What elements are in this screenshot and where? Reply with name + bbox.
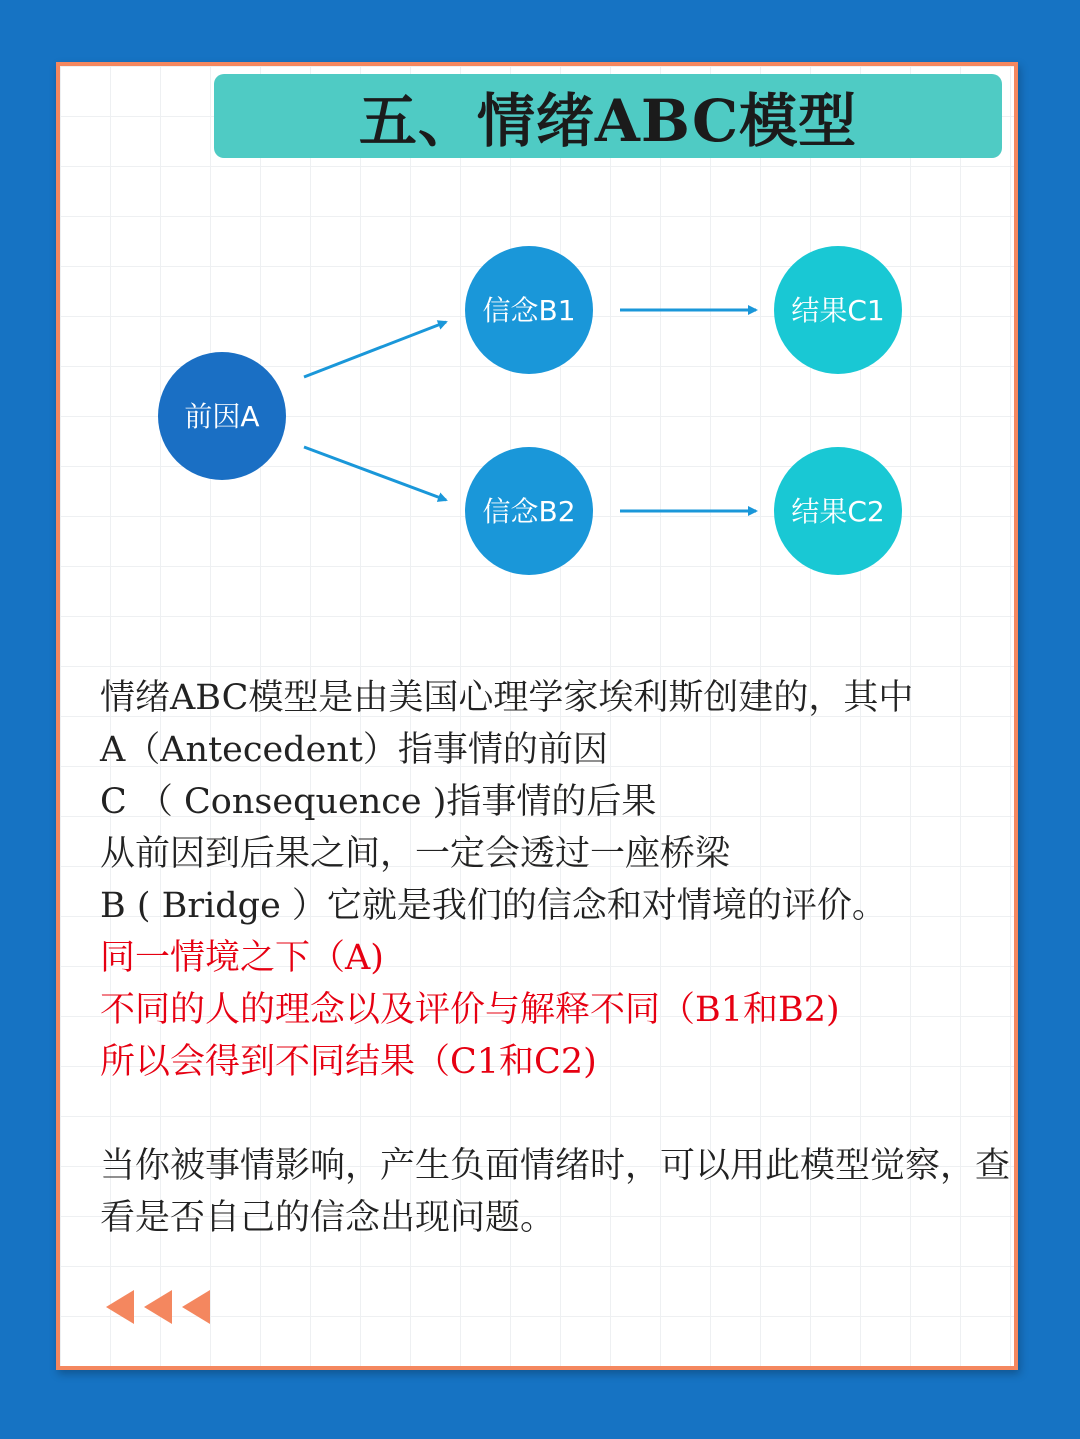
left-triangle-icon bbox=[182, 1290, 210, 1324]
node-a-label: 前因A bbox=[184, 400, 260, 433]
node-c1-label: 结果C1 bbox=[791, 294, 885, 327]
node-b1 bbox=[465, 246, 593, 374]
highlight-line-3: 所以会得到不同结果（C1和C2) bbox=[100, 1042, 597, 1082]
closing-paragraph: 当你被事情影响，产生负面情绪时，可以用此模型觉察，查看是否自己的信念出现问题。 bbox=[100, 1146, 1011, 1238]
left-triangle-icon bbox=[106, 1290, 134, 1324]
page-title: 五、情绪ABC模型 bbox=[358, 87, 858, 155]
body-line-3: C （ Consequence )指事情的后果 bbox=[100, 782, 657, 822]
node-c2-label: 结果C2 bbox=[791, 495, 885, 528]
highlight-line-1: 同一情境之下（A) bbox=[100, 938, 384, 978]
node-c2 bbox=[774, 447, 902, 575]
body-line-4: 从前因到后果之间，一定会透过一座桥梁 bbox=[100, 834, 731, 874]
arrow-a-to-b2 bbox=[304, 447, 446, 500]
node-b1-label: 信念B1 bbox=[482, 294, 576, 327]
node-a bbox=[158, 352, 286, 480]
abc-flow-diagram bbox=[0, 0, 1080, 620]
node-b2 bbox=[465, 447, 593, 575]
left-triangle-icon bbox=[144, 1290, 172, 1324]
body-line-2: A（Antecedent）指事情的前因 bbox=[100, 730, 608, 770]
explanation-text bbox=[100, 672, 1020, 1244]
node-b2-label: 信念B2 bbox=[482, 495, 576, 528]
spacer bbox=[100, 1088, 1020, 1140]
body-line-5: B ( Bridge ）它就是我们的信念和对情境的评价。 bbox=[100, 886, 887, 926]
node-c1 bbox=[774, 246, 902, 374]
arrow-a-to-b1 bbox=[304, 322, 446, 377]
previous-arrows[interactable] bbox=[106, 1290, 210, 1324]
body-line-1: 情绪ABC模型是由美国心理学家埃利斯创建的，其中 bbox=[100, 678, 914, 718]
highlight-line-2: 不同的人的理念以及评价与解释不同（B1和B2) bbox=[100, 990, 840, 1030]
